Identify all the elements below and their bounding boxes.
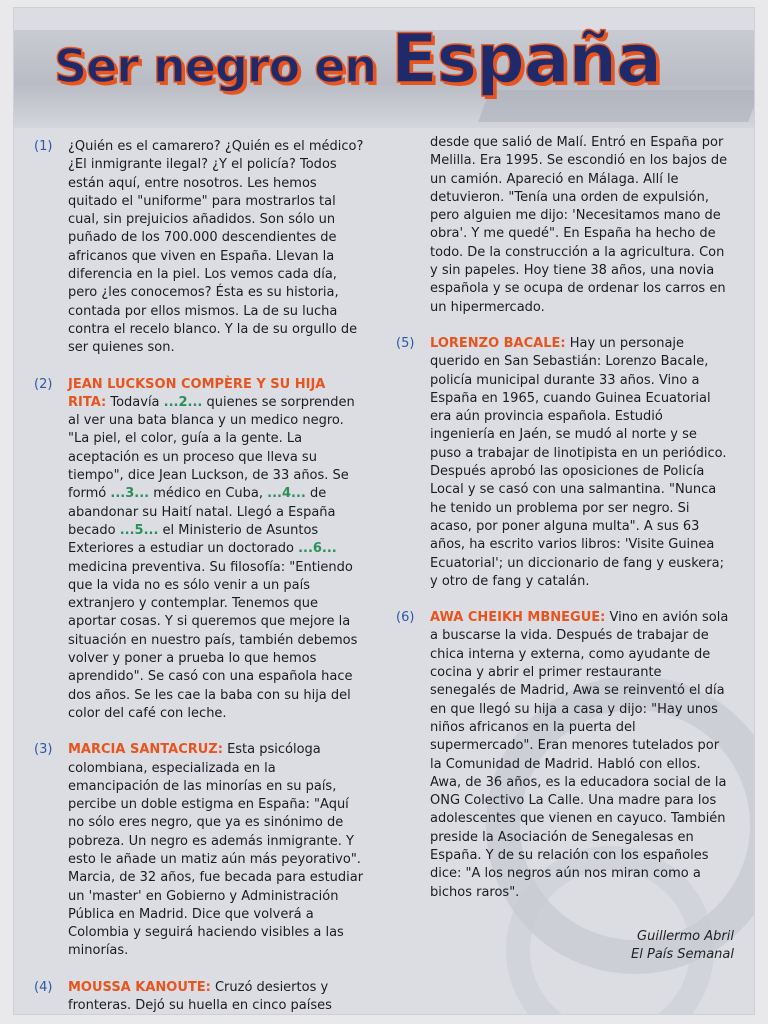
article-paragraph bbox=[396, 609, 730, 902]
credit-author: Guillermo Abril bbox=[637, 929, 734, 944]
fill-in-blank: ...2... bbox=[163, 394, 203, 410]
left-column bbox=[34, 138, 364, 1014]
paragraph-number: (4) bbox=[34, 979, 53, 995]
fill-in-blank: ...3... bbox=[110, 486, 150, 502]
person-name: MARCIA SANTACRUZ: bbox=[68, 742, 223, 758]
article-paragraph bbox=[396, 134, 730, 317]
paragraph-number: (3) bbox=[34, 742, 53, 758]
magazine-page bbox=[14, 8, 754, 1014]
article-credit bbox=[574, 928, 734, 964]
fill-in-blank: ...5... bbox=[119, 522, 159, 538]
paragraph-text: el Ministerio de Asuntos Exteriores a estudiar un doctorado bbox=[68, 522, 319, 557]
credit-source: El País Semanal bbox=[631, 947, 734, 962]
paragraph-text: Vino en avión sola a buscarse la vida. Después de trabajar de chica interna y externa, como ayudante de cocina y abrir el primer restaurante senegalés de Madrid, Awa se reinventó el día en que llegó su hija a casa y dijo: "Hay unos niños africanos en la puerta del supermercado". Eran menores tutelados por la Comunidad de Madrid. Habló con ellos. Awa, de 36 años, es la educadora social de la ONG Colectivo La Calle. Una madre para los adolescentes que vienen en cayuco. También preside la Asociación de Senegalesas en España. Y de su relación con los españoles dice: "A los negros aún nos miran como a bichos raros". bbox=[430, 610, 729, 900]
paragraph-text: Esta psicóloga colombiana, especializada en la emancipación de las minorías en su país, percibe un doble estigma en España: "Aquí no sólo eres negro, que ya es sinónimo de pobreza. Un negro es además inmigrante. Y esto le añade un matiz aún más peyorativo". Marcia, de 32 años, fue becada para estudiar un 'master' en Gobierno y Administración Pública en Madrid. Dice que volverá a Colombia y seguirá haciendo visibles a las minorías. bbox=[68, 742, 364, 959]
paragraph-text: quienes se sorprenden al ver una bata blanca y un medico negro. "La piel, el color, guía a la gente. La aceptación es un proceso que lleva su tiempo", dice Jean Luckson, de 33 años. Se formó bbox=[68, 394, 355, 502]
paragraph-text: Hay un personaje querido en San Sebastián: Lorenzo Bacale, policía municipal durante 33 años. Vino a España en 1965, cuando Guinea Ecuatorial era aún provincia española. Estudió ingeniería en Jaén, se mudó al norte y se puso a trabajar de linotipista en un periódico. Después aprobó las oposiciones de Policía Local y se casó con una salmantina. "Nunca he tenido un problema por ser negro. Si acaso, por poner alguna multa". A sus 63 años, ha escrito varios libros: 'Visite Guinea Ecuatorial'; un diccionario de fang y euskera; y otro de fang y catalán. bbox=[430, 335, 727, 589]
paragraph-number: (6) bbox=[396, 610, 415, 626]
title-part-2: España bbox=[391, 20, 661, 99]
fill-in-blank: ...6... bbox=[298, 541, 337, 557]
paragraph-number: (2) bbox=[34, 376, 53, 392]
paragraph-number: (1) bbox=[34, 139, 53, 154]
paragraph-text: de abandonar su Haití natal. Llegó a España becado bbox=[68, 486, 336, 538]
fill-in-blank: ...4... bbox=[267, 486, 306, 502]
person-name: LORENZO BACALE: bbox=[430, 335, 566, 351]
article-paragraph bbox=[34, 376, 364, 724]
article-paragraph bbox=[34, 138, 364, 358]
paragraph-number: (5) bbox=[396, 335, 415, 351]
paragraph-text: desde que salió de Malí. Entró en España por Melilla. Era 1995. Se escondió en los bajos de un camión. Apareció en Málaga. Allí le detuvieron. "Tenía una orden de expulsión, pero alguien me dijo: 'Necesitamos mano de obra'. Y me quedé". En España ha hecho de todo. De la construcción a la agricultura. Con y sin papeles. Hoy tiene 38 años, una novia española y se ocupa de ordenar los carros en un hipermercado. bbox=[430, 135, 728, 315]
paragraph-text: médico en Cuba, bbox=[149, 486, 268, 502]
paragraph-text: Todavía bbox=[106, 394, 164, 410]
person-name: JEAN LUCKSON COMPÈRE Y SU HIJA RITA: bbox=[68, 376, 326, 410]
paragraph-text: ¿Quién es el camarero? ¿Quién es el médico? ¿El inmigrante ilegal? ¿Y el policía? Todos están aquí, entre nosotros. Les hemos quitado el "uniforme" para mostrarlos tal cual, sin prejuicios añadidos. Son sólo un puñado de los 700.000 descendientes de africanos que viven en España. Llevan la diferencia en la piel. Los vemos cada día, pero ¿les conocemos? Ésta es su historia, contada por ellos mismos. La de su lucha contra el recelo blanco. Y la de su orgullo de ser quienes son. bbox=[68, 139, 364, 356]
article-paragraph bbox=[396, 335, 730, 591]
article-paragraph bbox=[34, 741, 364, 961]
article-paragraph bbox=[34, 979, 364, 1014]
person-name: MOUSSA KANOUTE: bbox=[68, 979, 211, 995]
person-name: AWA CHEIKH MBNEGUE: bbox=[430, 610, 606, 626]
paragraph-text: medicina preventiva. Su filosofía: "Entiendo que la vida no es sólo venir a un país extranjero y contemplar. Tenemos que aportar cosas. Y si queremos que mejore la situación en nuestro país, también debemos volver y poner a prueba lo que hemos aprendido". Se casó con una española hace dos años. Se les cae la baba con su hija del color del café con leche. bbox=[68, 559, 358, 721]
right-column bbox=[396, 134, 730, 920]
paragraph-text: Cruzó desiertos y fronteras. Dejó su huella en cinco países bbox=[68, 979, 332, 1014]
page-title bbox=[54, 20, 661, 99]
title-part-1: Ser negro en bbox=[54, 39, 392, 93]
